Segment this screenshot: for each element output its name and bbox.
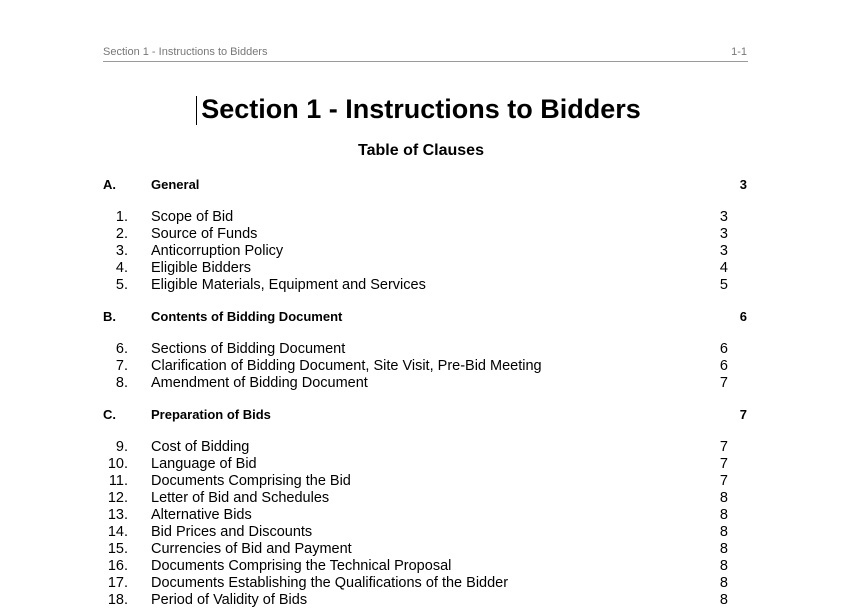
clause-title: Eligible Bidders bbox=[151, 260, 251, 276]
clause-row[interactable] bbox=[0, 439, 800, 456]
section-title: Preparation of Bids bbox=[151, 407, 271, 422]
clause-number: 9. bbox=[115, 439, 128, 455]
clause-title: Scope of Bid bbox=[151, 209, 234, 225]
clause-title: Eligible Materials, Equipment and Services bbox=[151, 277, 426, 293]
clause-row[interactable] bbox=[0, 226, 800, 243]
document-title[interactable]: Section 1 - Instructions to Bidders bbox=[201, 94, 641, 124]
clause-row[interactable] bbox=[0, 541, 800, 558]
clause-number: 14. bbox=[107, 524, 128, 540]
clause-page-number: 8 bbox=[719, 592, 728, 608]
clause-page-number: 7 bbox=[719, 439, 728, 455]
clause-title: Sections of Bidding Document bbox=[151, 341, 346, 357]
clause-title: Currencies of Bid and Payment bbox=[151, 541, 352, 557]
section-title: Contents of Bidding Document bbox=[151, 309, 343, 324]
clause-title: Clarification of Bidding Document, Site Visit, Pre-Bid Meeting bbox=[151, 358, 542, 374]
section-letter: A. bbox=[103, 177, 116, 192]
clause-title: Cost of Bidding bbox=[151, 439, 250, 455]
document-subtitle[interactable]: Table of Clauses bbox=[358, 142, 484, 159]
clause-page-number: 7 bbox=[719, 456, 728, 472]
clause-page-number: 3 bbox=[719, 209, 728, 225]
clause-row[interactable] bbox=[0, 277, 800, 294]
clause-row[interactable] bbox=[0, 490, 800, 507]
clause-title: Documents Establishing the Qualifications of the Bidder bbox=[151, 575, 509, 591]
clause-row[interactable] bbox=[0, 341, 800, 358]
clause-title: Documents Comprising the Bid bbox=[151, 473, 351, 489]
section-heading-row[interactable] bbox=[0, 407, 800, 424]
clause-page-number: 5 bbox=[719, 277, 728, 293]
clause-number: 16. bbox=[107, 558, 128, 574]
section-heading-row[interactable] bbox=[0, 309, 800, 326]
clause-row[interactable] bbox=[0, 375, 800, 392]
section-heading-row[interactable] bbox=[0, 177, 800, 194]
clause-title: Source of Funds bbox=[151, 226, 258, 242]
clause-row[interactable] bbox=[0, 524, 800, 541]
clause-number: 4. bbox=[115, 260, 128, 276]
clause-number: 3. bbox=[115, 243, 128, 259]
clause-number: 10. bbox=[107, 456, 128, 472]
running-header-page-number: 1-1 bbox=[731, 46, 747, 58]
clause-number: 5. bbox=[115, 277, 128, 293]
section-page-number: 7 bbox=[739, 407, 747, 422]
section-letter: B. bbox=[103, 309, 116, 324]
clause-number: 8. bbox=[115, 375, 128, 391]
clause-title: Period of Validity of Bids bbox=[151, 592, 308, 608]
clause-page-number: 8 bbox=[719, 558, 728, 574]
clause-page-number: 8 bbox=[719, 507, 728, 523]
clause-row[interactable] bbox=[0, 575, 800, 592]
clause-row[interactable] bbox=[0, 358, 800, 375]
clause-title: Language of Bid bbox=[151, 456, 257, 472]
clause-page-number: 4 bbox=[719, 260, 728, 276]
clause-number: 11. bbox=[108, 473, 128, 489]
clause-number: 17. bbox=[107, 575, 128, 591]
clause-row[interactable] bbox=[0, 209, 800, 226]
clause-number: 7. bbox=[115, 358, 128, 374]
running-header-title: Section 1 - Instructions to Bidders bbox=[103, 46, 268, 58]
clause-page-number: 3 bbox=[719, 243, 728, 259]
clause-row[interactable] bbox=[0, 243, 800, 260]
clause-row[interactable] bbox=[0, 456, 800, 473]
clause-title: Documents Comprising the Technical Proposal bbox=[151, 558, 452, 574]
clause-page-number: 7 bbox=[719, 375, 728, 391]
clause-row[interactable] bbox=[0, 507, 800, 524]
section-letter: C. bbox=[103, 407, 116, 422]
clause-page-number: 8 bbox=[719, 575, 728, 591]
clause-number: 13. bbox=[107, 507, 128, 523]
clause-page-number: 7 bbox=[719, 473, 728, 489]
clause-number: 6. bbox=[115, 341, 128, 357]
clause-page-number: 8 bbox=[719, 524, 728, 540]
clause-title: Bid Prices and Discounts bbox=[151, 524, 313, 540]
clause-row[interactable] bbox=[0, 473, 800, 490]
clause-row[interactable] bbox=[0, 558, 800, 575]
section-page-number: 6 bbox=[739, 309, 747, 324]
clause-title: Anticorruption Policy bbox=[151, 243, 284, 259]
clause-number: 2. bbox=[115, 226, 128, 242]
section-title: General bbox=[151, 177, 200, 192]
clause-number: 15. bbox=[107, 541, 128, 557]
clause-title: Letter of Bid and Schedules bbox=[151, 490, 330, 506]
clause-page-number: 6 bbox=[719, 358, 728, 374]
clause-title: Alternative Bids bbox=[151, 507, 252, 523]
clause-title: Amendment of Bidding Document bbox=[151, 375, 368, 391]
clause-number: 1. bbox=[115, 209, 128, 225]
section-page-number: 3 bbox=[739, 177, 747, 192]
clause-number: 12. bbox=[107, 490, 128, 506]
clause-page-number: 6 bbox=[719, 341, 728, 357]
clause-page-number: 3 bbox=[719, 226, 728, 242]
clause-row[interactable] bbox=[0, 260, 800, 277]
clause-number: 18. bbox=[107, 592, 128, 608]
clause-page-number: 8 bbox=[719, 541, 728, 557]
clause-row[interactable] bbox=[0, 592, 800, 609]
clause-page-number: 8 bbox=[719, 490, 728, 506]
